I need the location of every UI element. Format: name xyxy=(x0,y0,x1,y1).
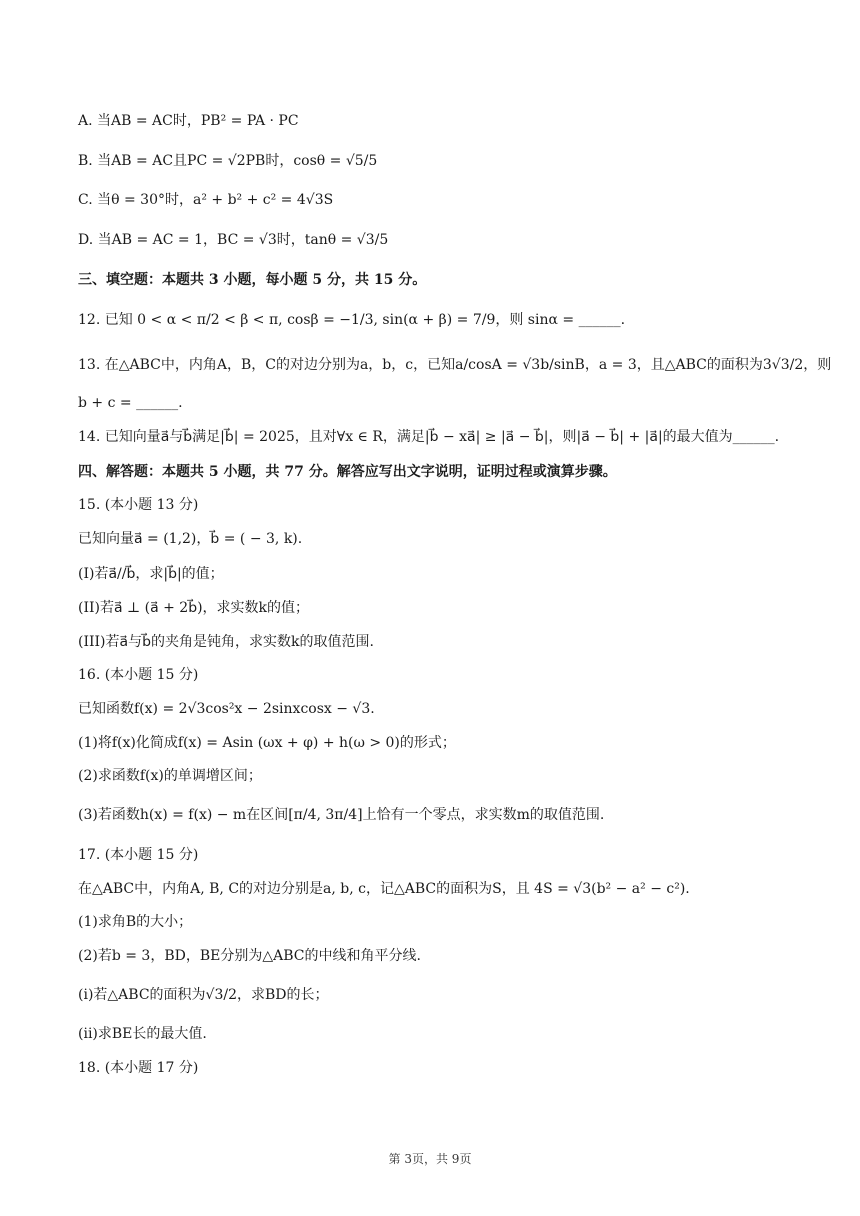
question-15-part-3: (III)若a⃗与b⃗的夹角是钝角，求实数k的取值范围. xyxy=(78,634,374,650)
question-17-part-2-i: (i)若△ABC的面积为√3/2，求BD的长； xyxy=(78,987,329,1003)
option-a: A. 当AB = AC时，PB² = PA · PC xyxy=(78,113,299,129)
section-solution-heading: 四、解答题：本题共 5 小题，共 77 分。解答应写出文字说明，证明过程或演算步骤。 xyxy=(78,464,617,480)
question-15-part-1: (I)若a⃗//b⃗，求|b⃗|的值； xyxy=(78,566,224,582)
question-17-part-2-ii: (ii)求BE长的最大值. xyxy=(78,1026,207,1042)
question-16-title: 16. (本小题 15 分) xyxy=(78,667,199,683)
question-18-title: 18. (本小题 17 分) xyxy=(78,1060,199,1076)
question-14: 14. 已知向量a⃗与b⃗满足|b⃗| = 2025，且对∀x ∈ R，满足|b⃗ − xa⃗| ≥ |a⃗ − b⃗|，则|a⃗ − b⃗| + |a⃗|的最大值为______. xyxy=(78,429,780,445)
question-15-title: 15. (本小题 13 分) xyxy=(78,497,199,513)
question-17-title: 17. (本小题 15 分) xyxy=(78,847,199,863)
section-fill-blank-heading: 三、填空题：本题共 3 小题，每小题 5 分，共 15 分。 xyxy=(78,272,427,288)
question-15-part-2: (II)若a⃗ ⊥ (a⃗ + 2b⃗)，求实数k的值； xyxy=(78,600,310,616)
question-13: 13. 在△ABC中，内角A，B，C的对边分别为a，b，c，已知a/cosA = √3b/sinB，a = 3，且△ABC的面积为3√3/2，则 xyxy=(78,357,832,373)
question-17-stem: 在△ABC中，内角A, B, C的对边分别是a, b, c，记△ABC的面积为S，且 4S = √3(b² − a² − c²). xyxy=(78,881,690,897)
question-12: 12. 已知 0 < α < π/2 < β < π, cosβ = −1/3, sin(α + β) = 7/9，则 sinα = ______. xyxy=(78,312,626,328)
page-footer: 第 3页，共 9页 xyxy=(388,1152,472,1166)
question-16-part-1: (1)将f(x)化简成f(x) = Asin (ωx + φ) + h(ω > 0)的形式； xyxy=(78,735,456,751)
question-17-part-2: (2)若b = 3，BD，BE分别为△ABC的中线和角平分线. xyxy=(78,948,421,964)
question-15-stem: 已知向量a⃗ = (1,2)，b⃗ = ( − 3, k). xyxy=(78,531,303,547)
question-16-stem: 已知函数f(x) = 2√3cos²x − 2sinxcosx − √3. xyxy=(78,701,375,717)
question-13-continued: b + c = ______. xyxy=(78,395,183,411)
option-b: B. 当AB = AC且PC = √2PB时，cosθ = √5/5 xyxy=(78,153,378,169)
question-16-part-2: (2)求函数f(x)的单调增区间； xyxy=(78,768,262,784)
question-16-part-3: (3)若函数h(x) = f(x) − m在区间[π/4, 3π/4]上恰有一个零点，求实数m的取值范围. xyxy=(78,807,605,823)
option-c: C. 当θ = 30°时，a² + b² + c² = 4√3S xyxy=(78,192,334,208)
question-17-part-1: (1)求角B的大小； xyxy=(78,914,193,930)
option-d: D. 当AB = AC = 1，BC = √3时，tanθ = √3/5 xyxy=(78,232,389,248)
